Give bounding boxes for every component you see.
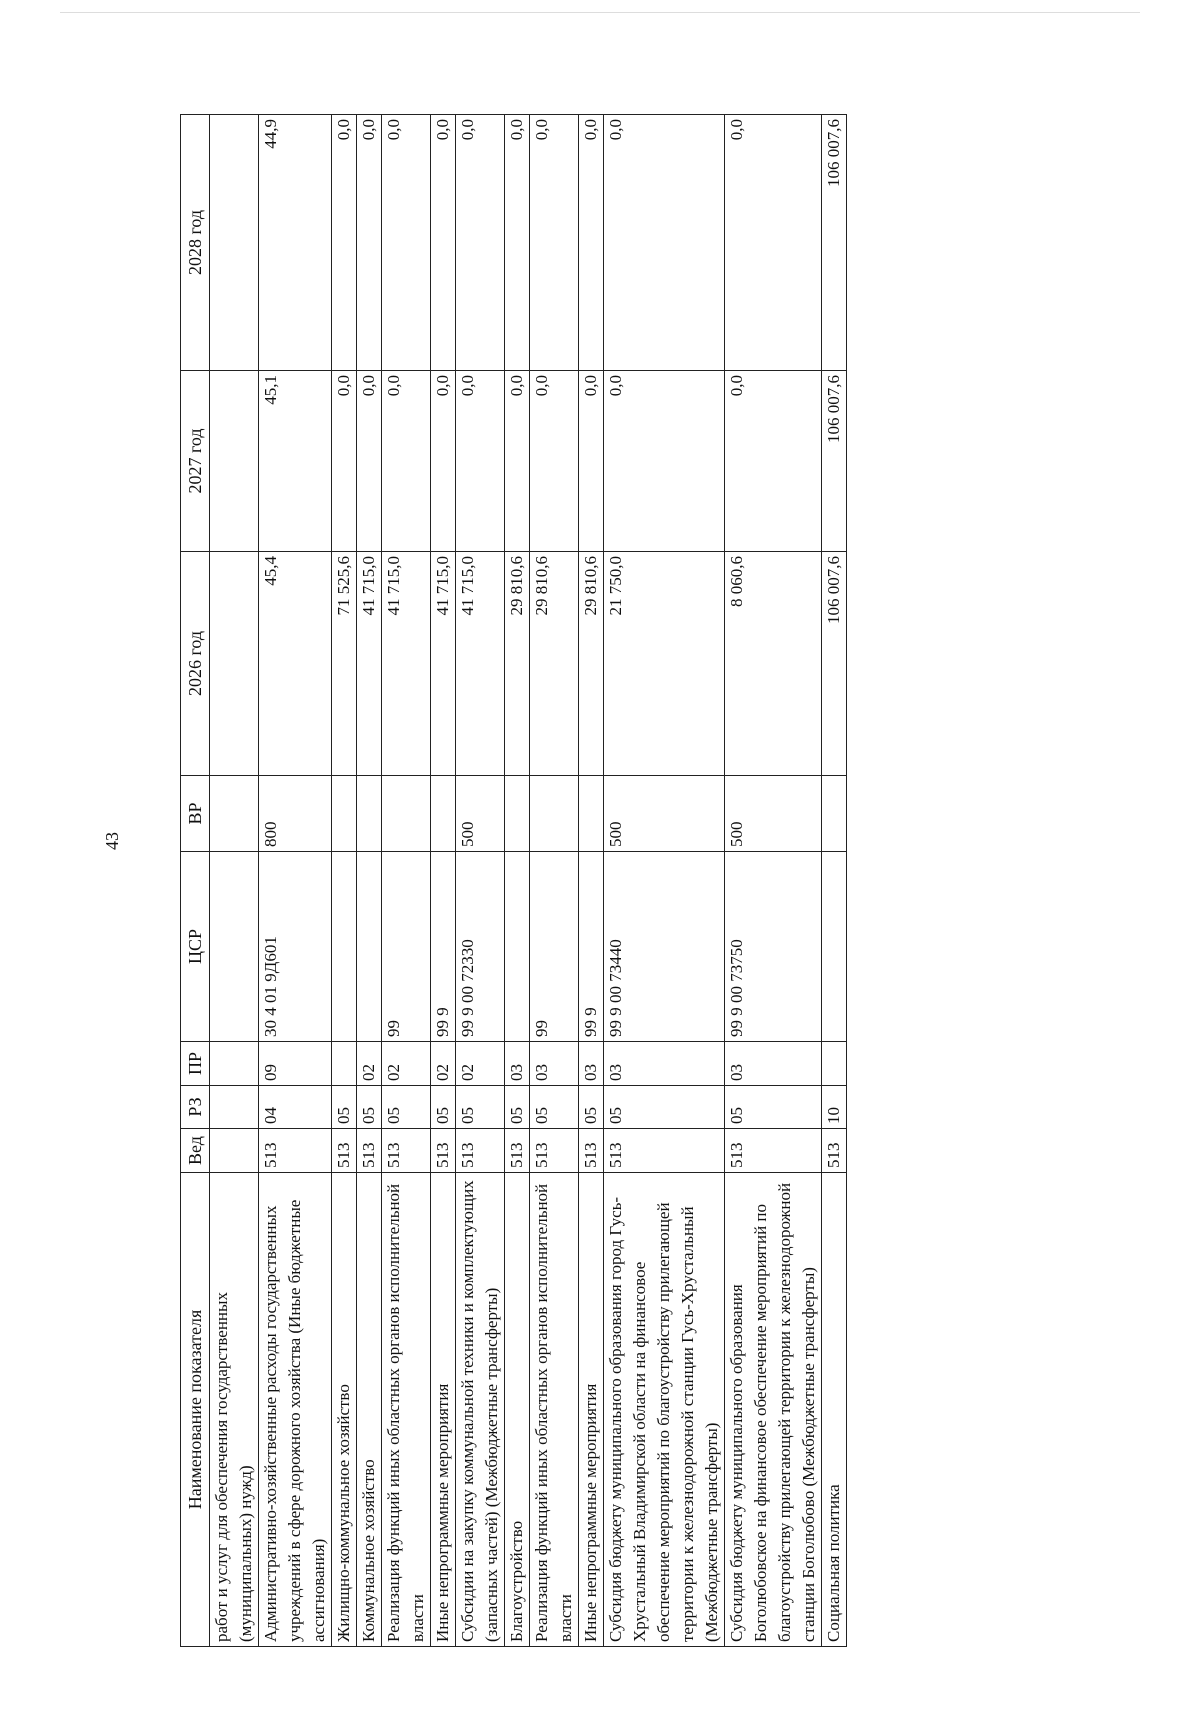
header-ved: Вед	[181, 1129, 210, 1173]
row-pr: 09	[259, 1042, 332, 1086]
row-2028: 0,0	[456, 115, 505, 371]
row-rz: 05	[332, 1086, 357, 1129]
row-vr	[431, 776, 456, 852]
row-rz: 10	[822, 1086, 847, 1129]
row-vr: 500	[725, 776, 822, 852]
table-row	[725, 115, 822, 1647]
table-row	[382, 115, 431, 1647]
row-2027: 0,0	[332, 371, 357, 552]
row-csr: 99	[382, 852, 431, 1042]
row-name: Благоустройство	[505, 1173, 530, 1647]
table-row	[604, 115, 725, 1647]
row-pr: 03	[604, 1042, 725, 1086]
row-name: работ и услуг для обеспечения государственных (муниципальных) нужд)	[210, 1173, 259, 1647]
row-vr: 500	[604, 776, 725, 852]
row-pr: 02	[382, 1042, 431, 1086]
row-ved: 513	[382, 1129, 431, 1173]
row-ved: 513	[431, 1129, 456, 1173]
row-2026: 41 715,0	[357, 552, 382, 776]
row-rz: 05	[604, 1086, 725, 1129]
row-csr: 99 9 00 73440	[604, 852, 725, 1042]
row-2028: 0,0	[579, 115, 604, 371]
row-2028: 0,0	[332, 115, 357, 371]
row-2026: 29 810,6	[530, 552, 579, 776]
table-row	[822, 115, 847, 1647]
page-number: 43	[102, 832, 122, 850]
row-vr	[579, 776, 604, 852]
row-csr: 99 9 00 73750	[725, 852, 822, 1042]
row-2027: 0,0	[530, 371, 579, 552]
row-ved	[210, 1129, 259, 1173]
row-name: Коммунальное хозяйство	[357, 1173, 382, 1647]
row-ved: 513	[604, 1129, 725, 1173]
row-name: Реализация функций иных областных органов исполнительной власти	[382, 1173, 431, 1647]
row-vr	[530, 776, 579, 852]
table-row	[456, 115, 505, 1647]
row-csr	[822, 852, 847, 1042]
row-pr: 03	[505, 1042, 530, 1086]
row-pr: 03	[579, 1042, 604, 1086]
header-pr: ПР	[181, 1042, 210, 1086]
row-2026: 71 525,6	[332, 552, 357, 776]
row-2027: 0,0	[456, 371, 505, 552]
row-rz: 05	[382, 1086, 431, 1129]
row-rz: 05	[357, 1086, 382, 1129]
row-rz: 05	[725, 1086, 822, 1129]
header-csr: ЦСР	[181, 852, 210, 1042]
row-2026: 45,4	[259, 552, 332, 776]
row-2026: 8 060,6	[725, 552, 822, 776]
row-vr	[210, 776, 259, 852]
row-2026: 29 810,6	[505, 552, 530, 776]
row-csr	[210, 852, 259, 1042]
row-2028: 0,0	[604, 115, 725, 371]
row-csr: 30 4 01 9Д601	[259, 852, 332, 1042]
row-2027: 106 007,6	[822, 371, 847, 552]
table-row	[505, 115, 530, 1647]
header-rz: РЗ	[181, 1086, 210, 1129]
table-row	[530, 115, 579, 1647]
row-pr: 03	[725, 1042, 822, 1086]
row-rz: 05	[579, 1086, 604, 1129]
row-pr	[332, 1042, 357, 1086]
row-ved: 513	[725, 1129, 822, 1173]
row-2027: 0,0	[725, 371, 822, 552]
table-row	[431, 115, 456, 1647]
header-2026: 2026 год	[181, 552, 210, 776]
row-2028	[210, 115, 259, 371]
row-pr	[210, 1042, 259, 1086]
row-ved: 513	[332, 1129, 357, 1173]
row-2028: 0,0	[357, 115, 382, 371]
row-ved: 513	[505, 1129, 530, 1173]
row-csr	[332, 852, 357, 1042]
rotated-table-container	[180, 115, 1020, 1647]
row-2028: 0,0	[431, 115, 456, 371]
budget-table	[180, 114, 847, 1647]
table-row	[579, 115, 604, 1647]
header-name: Наименование показателя	[181, 1173, 210, 1647]
row-ved: 513	[530, 1129, 579, 1173]
row-name: Социальная политика	[822, 1173, 847, 1647]
row-2028: 0,0	[530, 115, 579, 371]
row-vr: 800	[259, 776, 332, 852]
table-row	[357, 115, 382, 1647]
row-2027: 45,1	[259, 371, 332, 552]
row-ved: 513	[579, 1129, 604, 1173]
row-csr	[357, 852, 382, 1042]
row-rz	[210, 1086, 259, 1129]
row-2026: 29 810,6	[579, 552, 604, 776]
row-2027: 0,0	[382, 371, 431, 552]
row-ved: 513	[456, 1129, 505, 1173]
row-pr: 03	[530, 1042, 579, 1086]
row-name: Субсидия бюджету муниципального образования город Гусь-Хрустальный Владимирской области на финансовое обеспечение мероприятий по благоустройству прилегающей территории к железнодорожной станции Гусь-Хрустальный (Межбюджетные трансферты)	[604, 1173, 725, 1647]
scan-edge-mark	[60, 12, 1140, 13]
row-2026: 106 007,6	[822, 552, 847, 776]
row-pr	[822, 1042, 847, 1086]
table-row	[259, 115, 332, 1647]
row-name: Субсидии на закупку коммунальной техники и комплектующих (запасных частей) (Межбюджетные трансферты)	[456, 1173, 505, 1647]
row-2028: 0,0	[382, 115, 431, 371]
row-csr: 99	[530, 852, 579, 1042]
row-pr: 02	[431, 1042, 456, 1086]
row-csr: 99 9	[579, 852, 604, 1042]
row-vr	[505, 776, 530, 852]
row-2027	[210, 371, 259, 552]
row-csr: 99 9	[431, 852, 456, 1042]
row-name: Субсидия бюджету муниципального образования Боголюбовское на финансовое обеспечение мероприятий по благоустройству прилегающей территории к железнодорожной станции Боголюбово (Межбюджетные трансферты)	[725, 1173, 822, 1647]
row-name: Реализация функций иных областных органов исполнительной власти	[530, 1173, 579, 1647]
header-vr: ВР	[181, 776, 210, 852]
row-rz: 05	[431, 1086, 456, 1129]
row-ved: 513	[259, 1129, 332, 1173]
row-2027: 0,0	[604, 371, 725, 552]
row-2027: 0,0	[505, 371, 530, 552]
row-2028: 106 007,6	[822, 115, 847, 371]
row-rz: 05	[456, 1086, 505, 1129]
row-name: Иные непрограммные мероприятия	[579, 1173, 604, 1647]
row-rz: 04	[259, 1086, 332, 1129]
row-2026: 41 715,0	[431, 552, 456, 776]
row-name: Жилищно-коммунальное хозяйство	[332, 1173, 357, 1647]
table-row	[210, 115, 259, 1647]
row-2028: 0,0	[725, 115, 822, 371]
table-header-row	[181, 115, 210, 1647]
row-2026: 21 750,0	[604, 552, 725, 776]
row-vr	[332, 776, 357, 852]
row-2028: 0,0	[505, 115, 530, 371]
row-ved: 513	[822, 1129, 847, 1173]
table-row	[332, 115, 357, 1647]
row-name: Административно-хозяйственные расходы государственных учреждений в сфере дорожного хозяйства (Иные бюджетные ассигнования)	[259, 1173, 332, 1647]
row-vr	[357, 776, 382, 852]
row-2026	[210, 552, 259, 776]
row-2028: 44,9	[259, 115, 332, 371]
row-pr: 02	[456, 1042, 505, 1086]
row-pr: 02	[357, 1042, 382, 1086]
row-2026: 41 715,0	[382, 552, 431, 776]
row-csr	[505, 852, 530, 1042]
row-vr	[822, 776, 847, 852]
row-2027: 0,0	[357, 371, 382, 552]
row-name: Иные непрограммные мероприятия	[431, 1173, 456, 1647]
row-csr: 99 9 00 72330	[456, 852, 505, 1042]
row-vr	[382, 776, 431, 852]
row-rz: 05	[505, 1086, 530, 1129]
header-2027: 2027 год	[181, 371, 210, 552]
row-2026: 41 715,0	[456, 552, 505, 776]
row-2027: 0,0	[431, 371, 456, 552]
header-2028: 2028 год	[181, 115, 210, 371]
row-vr: 500	[456, 776, 505, 852]
row-rz: 05	[530, 1086, 579, 1129]
row-2027: 0,0	[579, 371, 604, 552]
row-ved: 513	[357, 1129, 382, 1173]
